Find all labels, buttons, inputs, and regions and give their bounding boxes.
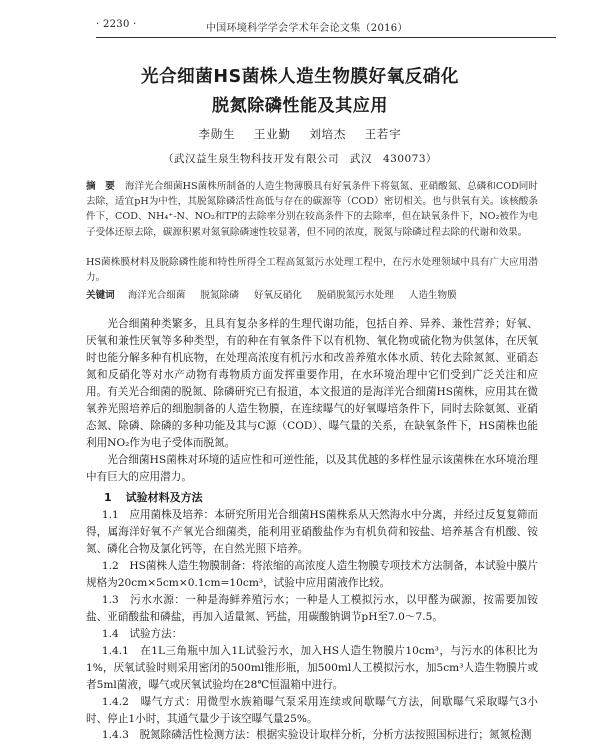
keywords-label: 关键词 (86, 290, 115, 301)
keyword: 好氧反硝化 (253, 290, 302, 301)
journal-name: 中国环境科学学会学术年会论文集（2016） (206, 23, 408, 34)
page-number: · 2230 · (96, 19, 137, 30)
paper-title-line2: 脱氮除磷性能及其应用 (212, 96, 388, 116)
author: 王业勤 (253, 127, 291, 141)
author: 刘培杰 (309, 127, 347, 141)
keyword: 脱硝脱氮污水处理 (316, 290, 394, 301)
abstract (86, 179, 538, 255)
author-list (0, 126, 600, 142)
intro-paragraph-1: 光合细菌种类繁多，且具有复杂多样的生理代谢功能，包括自养、异养、兼性营养；好氧、厌氧和兼性厌氧等多种类型，有的种在有氧条件下以有机物、氧化物或硫化物为供氢体，在厌氧时也能分解多种有机底物，在处理高浓度有机污水和改善养殖水体水质、转化去除氮氮、亚硝态氮和反硝化等对水产动物有毒物质方面发挥重要作用，在水环境治理中它们受到广泛关注和应用。 (86, 318, 538, 398)
affiliation: （武汉益生泉生物科技开发有限公司 武汉 430073） (162, 153, 438, 165)
subsection-1-4-1: 1.4.1 在1L三角瓶中加入1L试验污水，加入HS人造生物膜片10cm³，与污水的体积比为1%，厌氧试验时则采用密闭的500ml锥形瓶，加500ml人工模拟污水，加5cm³人造生物膜片或者5ml菌液，曝气或厌氧试验均在28℃恒温箱中进行。 (86, 645, 538, 691)
subsection-1-2: 1.2 HS菌株人造生物膜制备：将浓缩的高浓度人造生物膜专项技术方法制备，本试验中膜片规格为20cm×5cm×0.1cm=10cm³，试验中应用菌液作比较。 (86, 560, 538, 589)
abstract-text: 海洋光合细菌HS菌株所制备的人造生物薄膜具有好氧条件下将氨氮、亚硝酸氮、总磷和COD同时去除，适宜pH为中性，其脱氮除磷活性高低与存在的碳源等（COD）密切相关。也与供氧有关。该核酸条件下，COD、NH₄⁺-N、NO₂和TP的去除率分别在较高条件下的去除率，但在缺氧条件下，NO₂被作为电子受体还原去除，碳源积累对氮氧除磷速性较显著，但不同的浓度，脱氮与除磷过程去除的代谢和效果。 (86, 181, 539, 238)
subsection-1-1: 1.1 应用菌株及培养：本研究所用光合细菌HS菌株系从天然海水中分离，并经过反复复筛而得，属海洋好氧不产氧光合细菌类，能利用亚硝酸盐作为有机负荷和铵盐、培养基含有机酸、铵氮、磷化合物及氯化钙等，在自然光照下培养。 (86, 509, 538, 555)
subsection-1-4-2: 1.4.2 曝气方式：用微型水族箱曝气泵采用连续或间歇曝气方法，间歇曝气采取曝气3小时、停止1小时，其通气量少于该空曝气量25%。 (86, 696, 538, 725)
keyword: 海洋光合细菌 (127, 290, 186, 301)
header-rule (96, 37, 556, 38)
abstract-continued: HS菌株膜材料及脱除磷性能和特性所得全工程高氮氮污水处理工程中，在污水处理领域中具有广大应用潜力。 (86, 257, 538, 284)
keyword: 人造生物膜 (408, 290, 457, 301)
intro-paragraph-2: 有关光合细菌的脱氮、除磷研究已有报道，本文报道的是海洋光合细菌HS菌株，应用其在微氧养光照培养后的细胞制备的人造生物膜，在连续曝气的好氧曝培条件下，同时去除氨氮、亚硝态氮、除磷、除磷的多种功能及其与C源（COD）、曝气量的关系，在缺氧条件下，HS菌株也能利用NO₂作为电子受体而脱氮。 (86, 386, 538, 449)
subsection-1-4-3: 1.4.3 脱氮除磷活性检测方法：根据实验设计取样分析，分析方法按照国标进行；氮氮检测 (101, 729, 532, 741)
intro-paragraph-3: 光合细菌HS菌株对环境的适应性和可逆性能，以及其优越的多样性显示该菌株在水环境治理中有巨大的应用潜力。 (86, 454, 538, 483)
subsection-1-4: 1.4 试验方法： (101, 628, 183, 640)
section-number: 1 (104, 491, 112, 504)
section-title: 试验材料及方法 (125, 491, 203, 504)
abstract-label: 摘 要 (86, 181, 115, 192)
author: 王若宇 (364, 127, 402, 141)
paper-title-line1: 光合细菌HS菌株人造生物膜好氧反硝化 (140, 67, 460, 87)
keywords (86, 288, 538, 304)
running-header (96, 16, 556, 34)
subsection-1-3: 1.3 污水水源：一种是海鲜养殖污水；一种是人工模拟污水，以甲醛为碳源，按需要加铵盐、亚硝酸盐和磷盐，再加入适量氮、钙盐，用碳酸钠调节pH至7.0～7.5。 (86, 594, 538, 623)
keyword: 脱氮除磷 (200, 290, 239, 301)
author: 李勋生 (198, 127, 236, 141)
section-heading (104, 489, 203, 505)
